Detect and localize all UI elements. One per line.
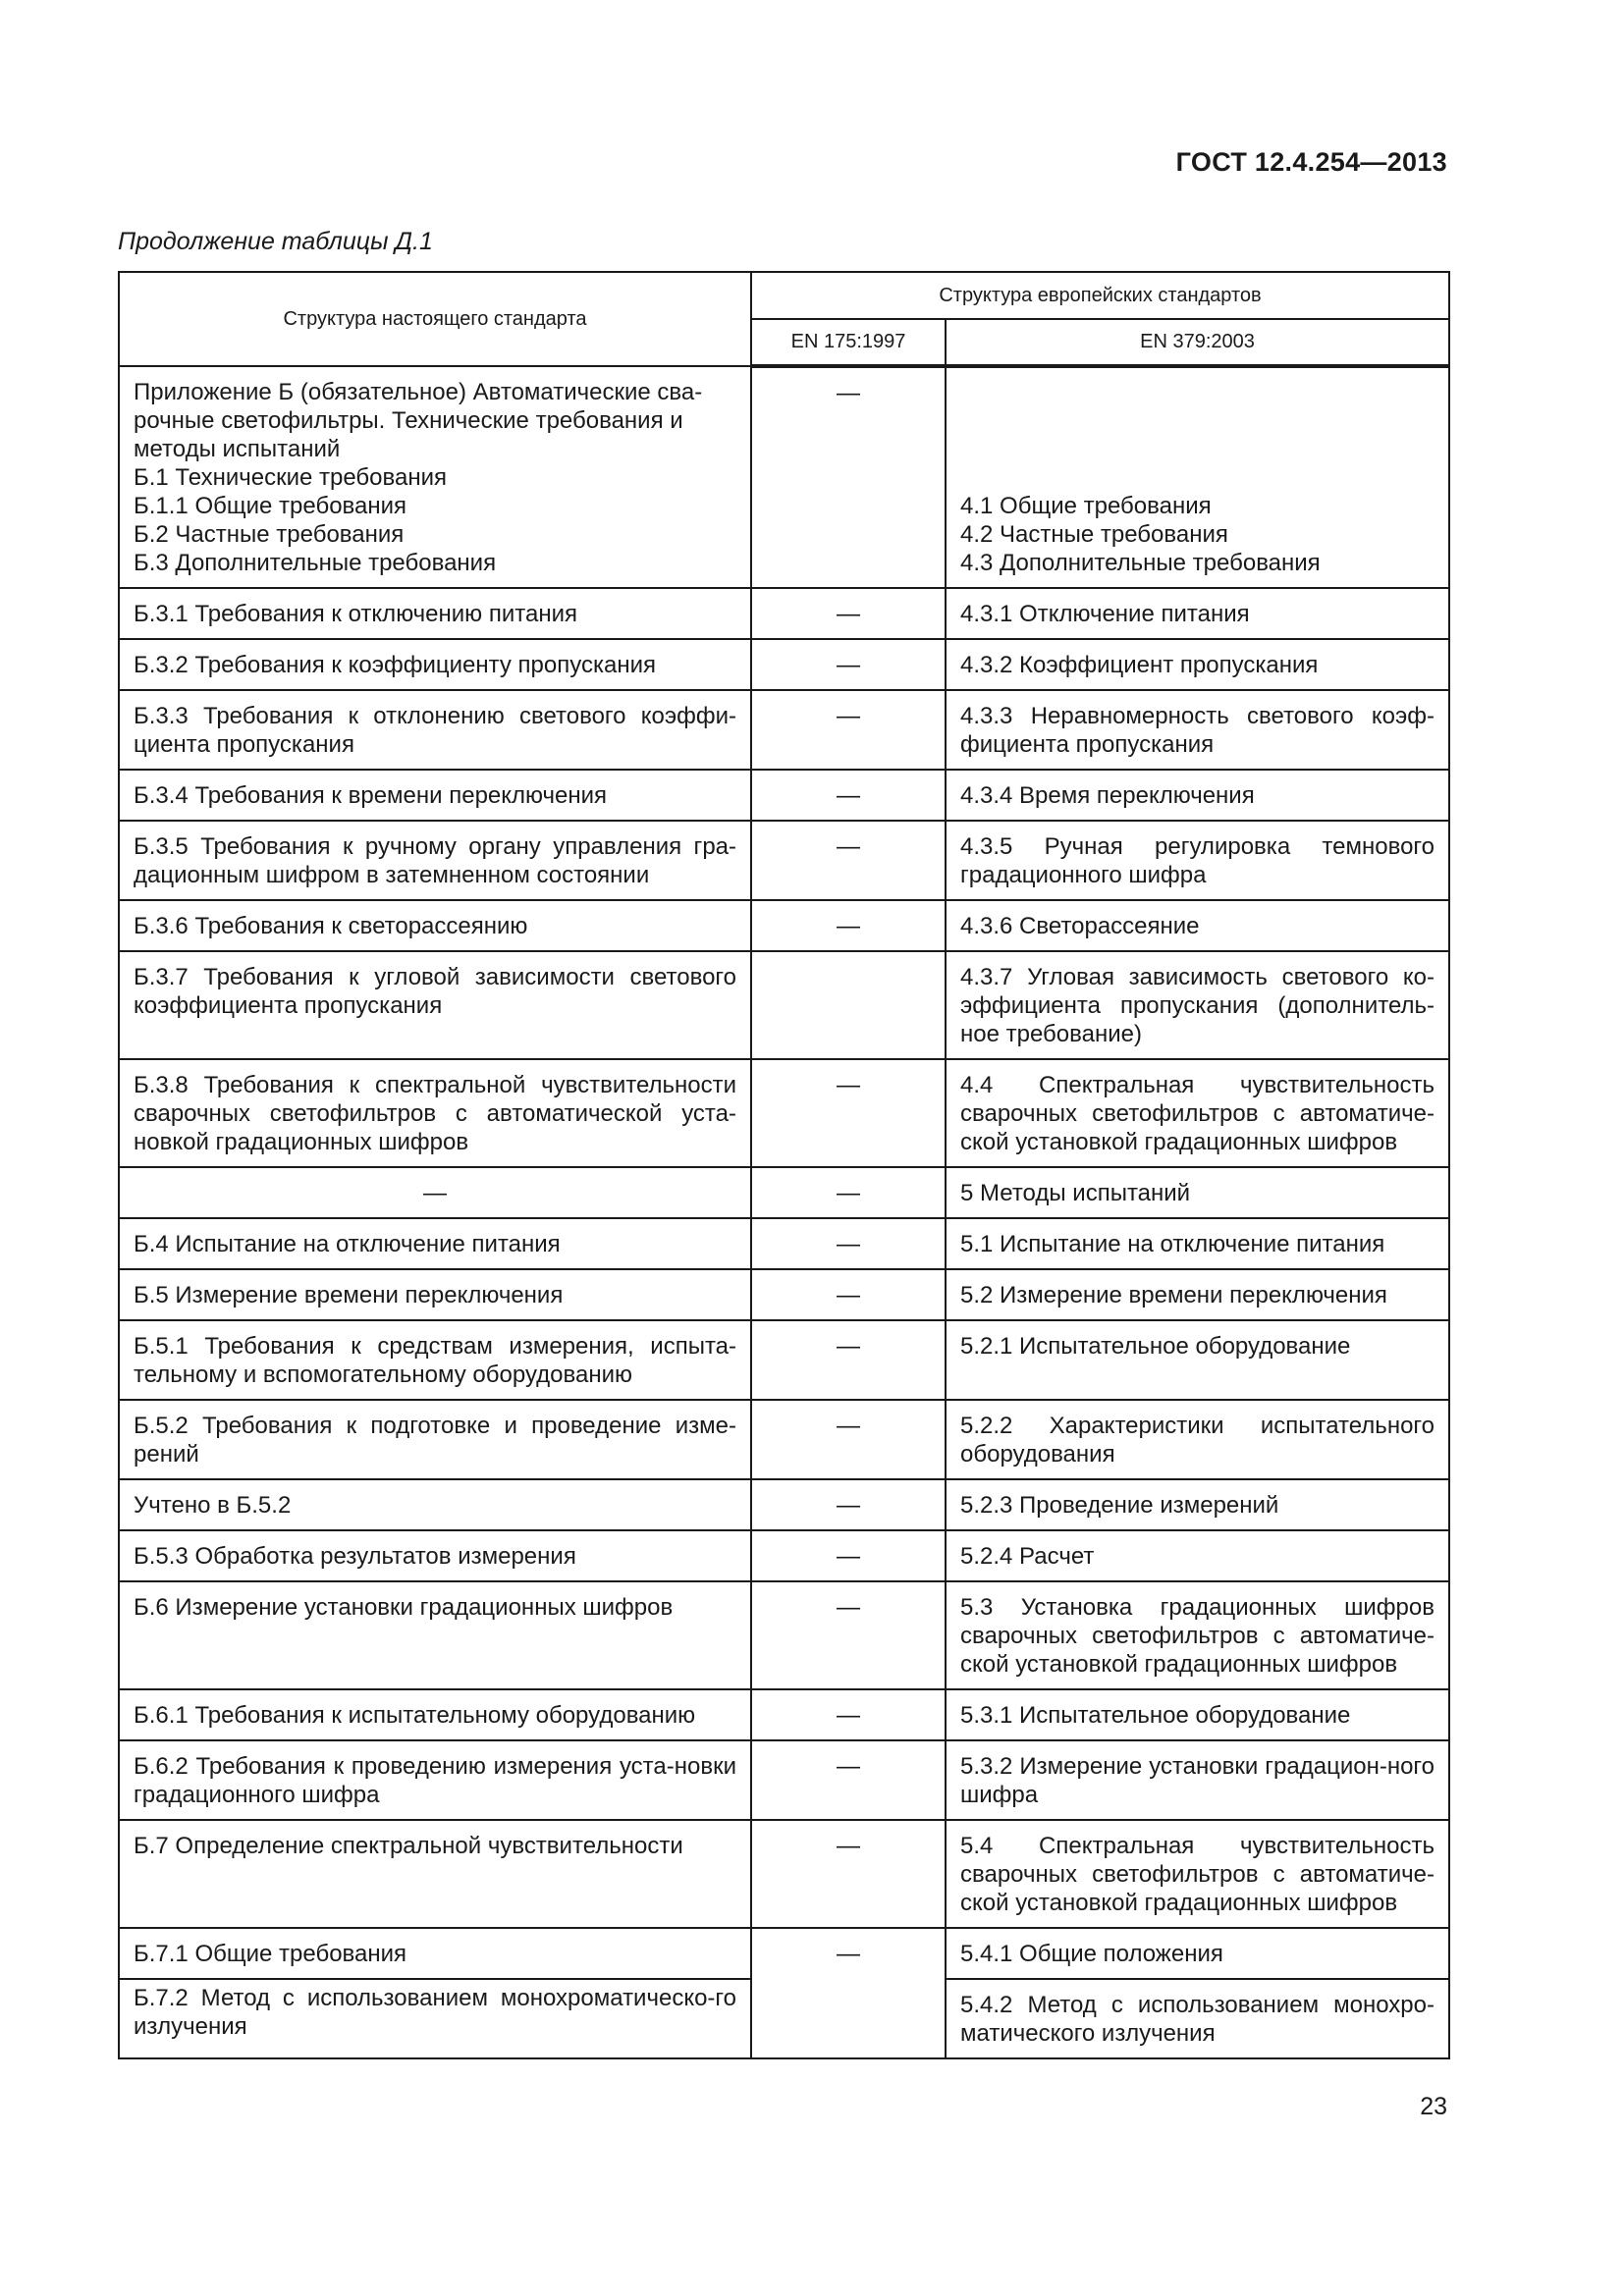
cell-en379: 5.1 Испытание на отключение питания [946, 1218, 1449, 1269]
table-row [119, 1479, 1449, 1530]
cell-line: 4.2 Частные требования [960, 521, 1228, 548]
cell-this-standard: Б.7 Определение спектральной чувствительности [119, 1820, 751, 1928]
cell-en175: — [751, 1479, 946, 1530]
cell-en379: 4.3.2 Коэффициент пропускания [946, 639, 1449, 690]
comparison-table [118, 271, 1450, 2059]
cell-en379: 5.4 Спектральная чувствительность сварочных светофильтров с автоматиче-ской установкой градационных шифров [946, 1820, 1449, 1928]
cell-en379: 4.4 Спектральная чувствительность сварочных светофильтров с автоматиче-ской установкой градационных шифров [946, 1059, 1449, 1167]
table-row [119, 1820, 1449, 1928]
cell-en175: — [751, 1269, 946, 1320]
table-row [119, 821, 1449, 900]
table-row [119, 366, 1449, 588]
table-row [119, 900, 1449, 951]
cell-line: рочные светофильтры. Технические требования и [134, 407, 683, 434]
table-row [119, 1740, 1449, 1820]
table-row [119, 1269, 1449, 1320]
cell-this-standard: Б.6 Измерение установки градационных шифров [119, 1581, 751, 1689]
document-code: ГОСТ 12.4.254—2013 [1175, 147, 1447, 177]
cell-this-standard: Б.3.2 Требования к коэффициенту пропускания [119, 639, 751, 690]
cell-this-standard: Б.3.3 Требования к отклонению светового коэффи-циента пропускания [119, 690, 751, 770]
cell-en379: 4.3.1 Отключение питания [946, 588, 1449, 639]
cell-en175: — [751, 1530, 946, 1581]
cell-en379: 5.3 Установка градационных шифров сварочных светофильтров с автоматиче-ской установкой градационных шифров [946, 1581, 1449, 1689]
cell-this-standard: Б.5.2 Требования к подготовке и проведение изме-рений [119, 1400, 751, 1479]
cell-en379: 5.2.2 Характеристики испытательного оборудования [946, 1400, 1449, 1479]
cell-en379: 4.3.7 Угловая зависимость светового ко-эффициента пропускания (дополнитель-ное требование) [946, 951, 1449, 1059]
cell-en175: — [751, 690, 946, 770]
cell-en379: 5.2.3 Проведение измерений [946, 1479, 1449, 1530]
cell-en379: 4.3.6 Светорассеяние [946, 900, 1449, 951]
cell-en175: — [751, 1400, 946, 1479]
cell-this-standard [119, 366, 751, 588]
table-row [119, 1167, 1449, 1218]
col2-header: EN 175:1997 [751, 319, 946, 366]
cell-en175: — [751, 1059, 946, 1167]
cell-line: Б.1.1 Общие требования [134, 493, 407, 519]
cell-this-standard: Б.7.2 Метод с использованием монохроматическо-го излучения [119, 1979, 751, 2058]
cell-this-standard: Б.5.3 Обработка результатов измерения [119, 1530, 751, 1581]
table-header [119, 272, 1449, 366]
cell-en175: — [751, 1320, 946, 1400]
cell-en175: — [751, 1820, 946, 1928]
cell-this-standard: Б.5 Измерение времени переключения [119, 1269, 751, 1320]
cell-line: 4.3 Дополнительные требования [960, 550, 1321, 576]
col3-header: EN 379:2003 [946, 319, 1449, 366]
table-row [119, 1320, 1449, 1400]
cell-en379: 5.4.2 Метод с использованием монохро-матического излучения [946, 1979, 1449, 2058]
cell-en379: 5.2 Измерение времени переключения [946, 1269, 1449, 1320]
table-row [119, 1530, 1449, 1581]
cell-this-standard: Учтено в Б.5.2 [119, 1479, 751, 1530]
table-body [119, 366, 1449, 2058]
cell-line: методы испытаний [134, 436, 341, 462]
table-row [119, 1689, 1449, 1740]
table-row [119, 1928, 1449, 1979]
cell-en379: 4.3.5 Ручная регулировка темнового градационного шифра [946, 821, 1449, 900]
page-number: 23 [1420, 2093, 1447, 2120]
table-row [119, 1400, 1449, 1479]
table-row [119, 690, 1449, 770]
cell-line: 4.1 Общие требования [960, 493, 1212, 519]
cell-en379 [946, 366, 1449, 588]
cell-en379: 4.3.3 Неравномерность светового коэф-фициента пропускания [946, 690, 1449, 770]
cell-this-standard: — [119, 1167, 751, 1218]
cell-en175: — [751, 1218, 946, 1269]
cell-en379: 4.3.4 Время переключения [946, 770, 1449, 821]
cell-this-standard: Б.7.1 Общие требования [119, 1928, 751, 1979]
cell-en175: — [751, 1167, 946, 1218]
cell-en175: — [751, 1689, 946, 1740]
cell-en379: 5.2.4 Расчет [946, 1530, 1449, 1581]
table-row [119, 1059, 1449, 1167]
cell-line: Б.3 Дополнительные требования [134, 550, 497, 576]
table-row [119, 1581, 1449, 1689]
group-header: Структура европейских стандартов [751, 272, 1449, 319]
cell-en175: — [751, 1740, 946, 1820]
cell-this-standard: Б.6.1 Требования к испытательному оборудованию [119, 1689, 751, 1740]
table-row [119, 1218, 1449, 1269]
cell-this-standard: Б.6.2 Требования к проведению измерения уста-новки градационного шифра [119, 1740, 751, 1820]
cell-en379: 5.2.1 Испытательное оборудование [946, 1320, 1449, 1400]
table-row [119, 951, 1449, 1059]
cell-en175: — [751, 821, 946, 900]
cell-this-standard: Б.3.4 Требования к времени переключения [119, 770, 751, 821]
cell-en379: 5 Методы испытаний [946, 1167, 1449, 1218]
cell-en175: — [751, 1928, 946, 2058]
table-row [119, 588, 1449, 639]
table-caption: Продолжение таблицы Д.1 [118, 228, 433, 255]
cell-this-standard: Б.3.8 Требования к спектральной чувствительности сварочных светофильтров с автоматической уста-новкой градационных шифров [119, 1059, 751, 1167]
cell-this-standard: Б.3.7 Требования к угловой зависимости светового коэффициента пропускания [119, 951, 751, 1059]
cell-en175: — [751, 639, 946, 690]
cell-this-standard: Б.3.6 Требования к светорассеянию [119, 900, 751, 951]
cell-en175: — [751, 770, 946, 821]
cell-line: Б.1 Технические требования [134, 464, 447, 491]
table-row [119, 770, 1449, 821]
cell-en175: — [751, 1581, 946, 1689]
cell-en175: — [751, 900, 946, 951]
cell-en379: 5.3.1 Испытательное оборудование [946, 1689, 1449, 1740]
cell-this-standard: Б.4 Испытание на отключение питания [119, 1218, 751, 1269]
cell-en379: 5.3.2 Измерение установки градацион-ного шифра [946, 1740, 1449, 1820]
cell-this-standard: Б.3.5 Требования к ручному органу управления гра-дационным шифром в затемненном состоянии [119, 821, 751, 900]
cell-en175: — [751, 366, 946, 588]
cell-en379: 5.4.1 Общие положения [946, 1928, 1449, 1979]
cell-en175: — [751, 588, 946, 639]
cell-line: Б.2 Частные требования [134, 521, 405, 548]
table-row [119, 639, 1449, 690]
cell-this-standard: Б.5.1 Требования к средствам измерения, испыта-тельному и вспомогательному оборудованию [119, 1320, 751, 1400]
cell-line: Приложение Б (обязательное) Автоматические сва- [134, 379, 703, 405]
col1-header: Структура настоящего стандарта [119, 272, 751, 366]
cell-en175 [751, 951, 946, 1059]
cell-this-standard: Б.3.1 Требования к отключению питания [119, 588, 751, 639]
